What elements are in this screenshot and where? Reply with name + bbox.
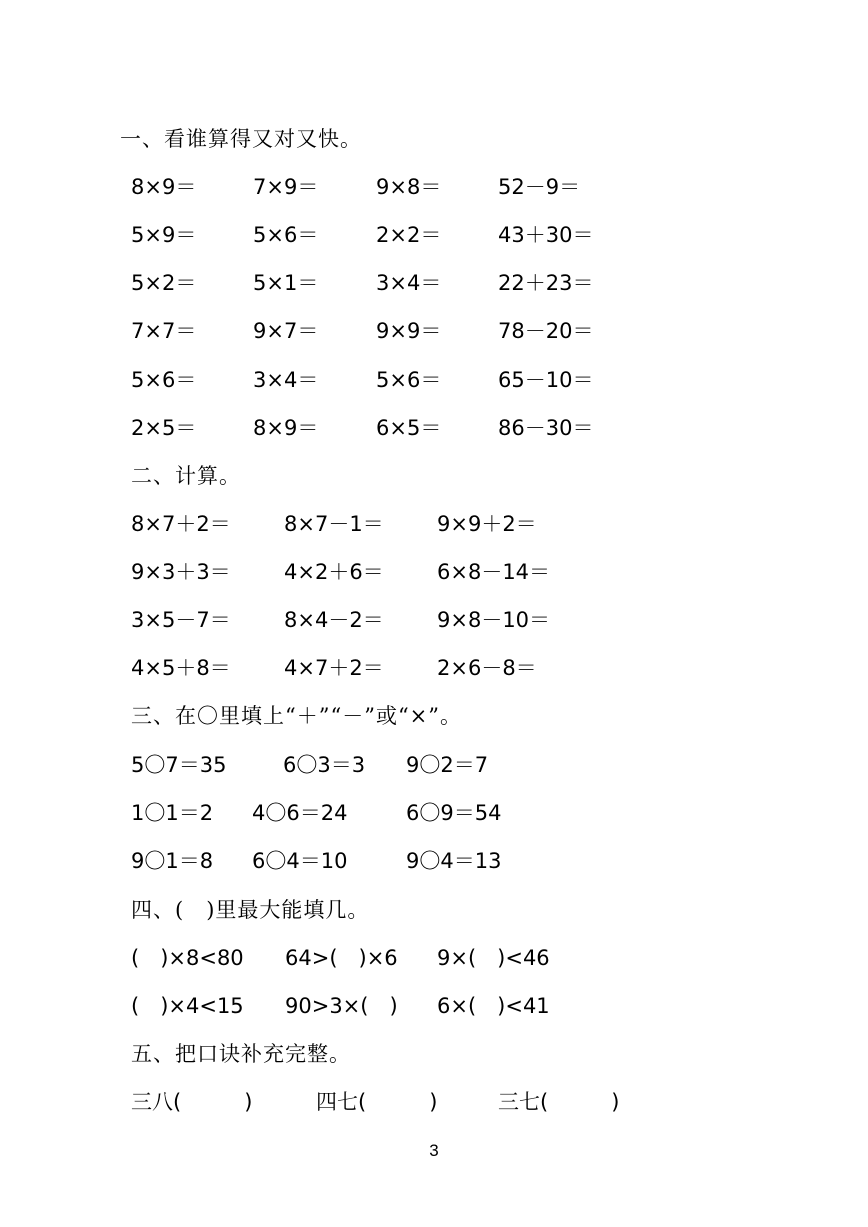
problem: 86－30＝ (498, 416, 594, 440)
problem: 6×8－14＝ (437, 560, 551, 584)
problem: 9×9＋2＝ (437, 512, 537, 536)
problem: 5×6＝ (376, 368, 442, 392)
problem: 6〇3＝3 (283, 753, 366, 777)
problem: 9×9＝ (376, 319, 442, 343)
problem: 9×7＝ (253, 319, 319, 343)
problem: 8×9＝ (131, 175, 197, 199)
problem: 8×7＋2＝ (131, 512, 231, 536)
problem: 6×5＝ (376, 416, 442, 440)
section1-heading: 一、看谁算得又对又快。 (120, 127, 362, 151)
problem: 43＋30＝ (498, 223, 594, 247)
problem: 4〇6＝24 (252, 801, 348, 825)
problem: 6〇9＝54 (406, 801, 502, 825)
problem: 3×5－7＝ (131, 608, 231, 632)
problem: 9〇2＝7 (406, 753, 489, 777)
problem: 9×8－10＝ (437, 608, 551, 632)
section4-heading: 四、( )里最大能填几。 (131, 898, 370, 922)
problem: 5×6＝ (253, 223, 319, 247)
problem: 9×3＋3＝ (131, 560, 231, 584)
problem: 5×2＝ (131, 271, 197, 295)
problem: 5〇7＝35 (131, 753, 227, 777)
problem: 5×6＝ (131, 368, 197, 392)
section2-heading: 二、计算。 (131, 464, 241, 488)
problem: 三八( ) (131, 1090, 253, 1114)
problem: ( )×8<80 (131, 946, 244, 970)
problem: 3×4＝ (253, 368, 319, 392)
section3-heading: 三、在〇里填上“＋”“－”或“×”。 (131, 704, 463, 728)
problem: 90>3×( ) (285, 994, 398, 1018)
problem: 9〇1＝8 (131, 849, 214, 873)
problem: 5×1＝ (253, 271, 319, 295)
problem: 64>( )×6 (285, 946, 398, 970)
problem: 8×7－1＝ (284, 512, 384, 536)
problem: 4×7＋2＝ (284, 656, 384, 680)
problem: 7×7＝ (131, 319, 197, 343)
problem: 三七( ) (498, 1090, 620, 1114)
problem: 四七( ) (316, 1090, 438, 1114)
problem: 65－10＝ (498, 368, 594, 392)
problem: 6〇4＝10 (252, 849, 348, 873)
problem: 9×8＝ (376, 175, 442, 199)
problem: 3×4＝ (376, 271, 442, 295)
section5-heading: 五、把口诀补充完整。 (131, 1042, 351, 1066)
problem: 6×( )<41 (437, 994, 550, 1018)
problem: ( )×4<15 (131, 994, 244, 1018)
problem: 22＋23＝ (498, 271, 594, 295)
problem: 7×9＝ (253, 175, 319, 199)
problem: 2×2＝ (376, 223, 442, 247)
problem: 2×6－8＝ (437, 656, 537, 680)
problem: 2×5＝ (131, 416, 197, 440)
problem: 4×2＋6＝ (284, 560, 384, 584)
problem: 8×4－2＝ (284, 608, 384, 632)
problem: 9〇4＝13 (406, 849, 502, 873)
problem: 5×9＝ (131, 223, 197, 247)
problem: 4×5＋8＝ (131, 656, 231, 680)
problem: 8×9＝ (253, 416, 319, 440)
problem: 9×( )<46 (437, 946, 550, 970)
problem: 1〇1＝2 (131, 801, 214, 825)
problem: 52－9＝ (498, 175, 581, 199)
page-number: 3 (429, 1141, 439, 1160)
problem: 78－20＝ (498, 319, 594, 343)
